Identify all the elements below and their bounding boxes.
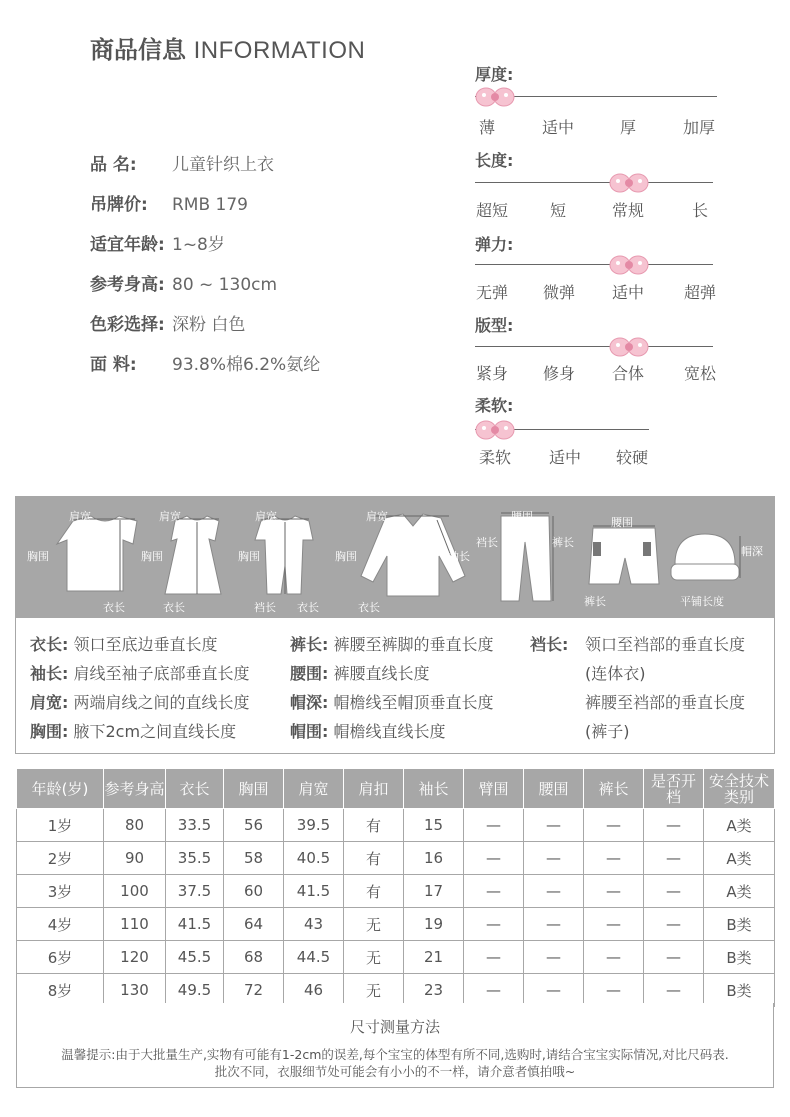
table-cell: B类 [704,974,775,1007]
size-table-header [17,769,775,809]
table-cell: — [524,842,584,875]
table-cell: A类 [704,842,775,875]
def-line: 裤腰至裆部的垂直长度 [585,693,746,712]
diagram-label-sleeve: 袖长 [448,550,470,563]
table-cell: — [584,908,644,941]
diagram-label-waist: 腰围 [511,510,533,523]
bow-marker-icon [609,170,649,196]
attr-option: 合体 [611,364,644,383]
attr-fit-label: 版型: [475,316,514,335]
table-cell: 21 [404,941,464,974]
diagram-label-crotch: 裆长 [476,536,498,549]
attr-option: 常规 [611,201,644,220]
table-cell: 64 [224,908,284,941]
def-item: 衣长: 领口至底边垂直长度 [30,635,218,654]
table-cell: 41.5 [166,908,224,941]
table-cell: 68 [224,941,284,974]
attr-elasticity-label: 弹力: [475,235,514,254]
size-table-body [17,809,775,1007]
attr-option: 短 [549,201,566,220]
def-line: (连体衣) [585,664,646,683]
table-cell: 72 [224,974,284,1007]
garment-diagrams-svg [15,496,775,618]
table-cell: B类 [704,908,775,941]
table-cell: — [644,875,704,908]
column-header: 肩宽 [284,769,344,809]
attr-option: 微弹 [542,283,575,302]
title-en: INFORMATION [193,37,366,64]
bow-marker-icon [609,252,649,278]
table-cell: 无 [344,974,404,1007]
attr-elasticity-line [475,264,713,265]
table-cell: 4岁 [17,908,104,941]
attr-option: 长 [691,201,708,220]
def-item: 袖长: 肩线至袖子底部垂直长度 [30,664,250,683]
table-cell: — [524,875,584,908]
column-header: 腰围 [524,769,584,809]
info-row-color: 色彩选择: 深粉 白色 [90,315,246,335]
attr-option: 加厚 [682,118,715,137]
table-cell: 1岁 [17,809,104,842]
table-cell: 17 [404,875,464,908]
table-cell: 8岁 [17,974,104,1007]
table-cell: 16 [404,842,464,875]
table-cell: — [584,842,644,875]
table-cell: — [644,842,704,875]
table-cell: 44.5 [284,941,344,974]
table-cell: 无 [344,941,404,974]
table-cell: 49.5 [166,974,224,1007]
column-header: 是否开档 [644,769,704,809]
table-cell: 19 [404,908,464,941]
diagram-label-chest: 胸围 [238,550,260,563]
attr-option: 薄 [478,118,495,137]
table-cell: 无 [344,908,404,941]
diagram-label-pants-length: 裤长 [552,536,574,549]
table-cell: — [584,941,644,974]
info-row-fabric: 面 料: 93.8%棉6.2%氨纶 [90,355,321,375]
table-cell: — [644,809,704,842]
def-line: 领口至裆部的垂直长度 [585,635,746,654]
size-table [16,768,775,1007]
table-cell: 100 [104,875,166,908]
table-cell: 130 [104,974,166,1007]
def-item: 腰围: 裤腰直线长度 [290,664,430,683]
attr-length-line [475,182,713,183]
table-cell: — [584,974,644,1007]
table-cell: 56 [224,809,284,842]
attr-option: 厚 [619,118,636,137]
def-item: 帽深: 帽檐线至帽顶垂直长度 [290,693,494,712]
table-cell: B类 [704,941,775,974]
attr-option: 适中 [541,118,574,137]
diagram-label-chest: 胸围 [141,550,163,563]
attr-option: 修身 [542,364,575,383]
table-cell: — [524,908,584,941]
table-cell: 43 [284,908,344,941]
table-cell: — [524,941,584,974]
diagram-label-length: 衣长 [358,601,380,614]
bow-marker-icon [609,334,649,360]
diagram-label-shoulder: 肩宽 [159,510,181,523]
table-cell: A类 [704,875,775,908]
table-row [17,875,775,908]
info-row-name: 品 名: 儿童针织上衣 [90,155,274,175]
diagram-label-hat-depth: 帽深 [741,545,763,558]
notes-line-2: 批次不同，衣服细节处可能会有小小的不一样，请介意者慎拍哦~ [214,1064,576,1079]
def-item: 肩宽: 两端肩线之间的直线长度 [30,693,250,712]
table-row [17,941,775,974]
attr-option: 适中 [548,448,581,467]
attr-option: 超短 [475,201,508,220]
attr-thickness-label: 厚度: [475,65,514,84]
attr-length-label: 长度: [475,151,514,170]
attr-option: 柔软 [478,448,511,467]
info-row-height: 参考身高: 80 ~ 130cm [90,275,278,295]
table-cell: 15 [404,809,464,842]
attr-option: 无弹 [475,283,508,302]
table-row [17,842,775,875]
def-item: 胸围: 腋下2cm之间直线长度 [30,722,237,741]
table-cell: 有 [344,842,404,875]
table-cell: 60 [224,875,284,908]
table-cell: 有 [344,809,404,842]
table-cell: 37.5 [166,875,224,908]
info-row-price: 吊牌价: RMB 179 [90,195,248,215]
diagram-label-waist: 腰围 [611,516,633,529]
table-cell: — [464,908,524,941]
table-cell: — [584,875,644,908]
diagram-label-shoulder: 肩宽 [366,510,388,523]
table-cell: 40.5 [284,842,344,875]
column-header: 肩扣 [344,769,404,809]
table-cell: 80 [104,809,166,842]
column-header: 衣长 [166,769,224,809]
column-header: 袖长 [404,769,464,809]
table-cell: — [644,974,704,1007]
diagram-label-length: 衣长 [297,601,319,614]
table-cell: 45.5 [166,941,224,974]
title-cn: 商品信息 [90,36,186,64]
diagram-label-pants-length: 裤长 [584,595,606,608]
diagram-label-chest: 胸围 [335,550,357,563]
table-cell: — [524,809,584,842]
table-cell: 23 [404,974,464,1007]
attr-fit-line [475,346,713,347]
table-row [17,908,775,941]
table-cell: — [524,974,584,1007]
table-cell: 58 [224,842,284,875]
bow-marker-icon [475,84,515,110]
table-cell: — [464,941,524,974]
table-cell: 3岁 [17,875,104,908]
table-cell: — [464,809,524,842]
diagram-label-flat-length: 平铺长度 [680,595,724,608]
table-cell: — [464,875,524,908]
table-cell: 120 [104,941,166,974]
table-cell: 46 [284,974,344,1007]
table-cell: — [644,908,704,941]
table-cell: — [464,842,524,875]
attr-option: 宽松 [683,364,716,383]
measurement-diagrams [15,496,775,618]
table-cell: A类 [704,809,775,842]
diagram-label-chest: 胸围 [27,550,49,563]
table-cell: 35.5 [166,842,224,875]
diagram-label-length: 衣长 [103,601,125,614]
table-cell: — [584,809,644,842]
column-header: 臂围 [464,769,524,809]
table-cell: 41.5 [284,875,344,908]
attr-option: 较硬 [615,448,648,467]
table-cell: 有 [344,875,404,908]
bow-marker-icon [475,417,515,443]
diagram-label-shoulder: 肩宽 [69,510,91,523]
table-cell: 2岁 [17,842,104,875]
def-item: 裤长: 裤腰至裤脚的垂直长度 [290,635,494,654]
def-term: 裆长: [530,635,569,654]
column-header: 年龄(岁) [17,769,104,809]
tshirt-diagram-icon [57,516,137,591]
column-header: 胸围 [224,769,284,809]
info-row-age: 适宜年龄: 1~8岁 [90,235,225,255]
table-cell: 110 [104,908,166,941]
def-item: 帽围: 帽檐线直线长度 [290,722,446,741]
notes-title: 尺寸测量方法 [349,1018,440,1036]
diagram-label-length: 衣长 [163,601,185,614]
page-title [90,30,365,65]
table-cell: 6岁 [17,941,104,974]
table-cell: — [464,974,524,1007]
column-header: 安全技术类别 [704,769,775,809]
table-cell: 39.5 [284,809,344,842]
table-cell: 90 [104,842,166,875]
table-cell: 33.5 [166,809,224,842]
table-row [17,974,775,1007]
diagram-label-shoulder: 肩宽 [255,510,277,523]
diagram-label-crotch: 裆长 [254,601,276,614]
attr-softness-label: 柔软: [475,396,514,415]
attr-option: 适中 [611,283,644,302]
table-row [17,809,775,842]
column-header: 参考身高 [104,769,166,809]
table-cell: — [644,941,704,974]
column-header: 裤长 [584,769,644,809]
attr-option: 超弹 [683,283,716,302]
attr-option: 紧身 [475,364,508,383]
def-line: (裤子) [585,722,630,741]
notes-line-1: 温馨提示:由于大批量生产,实物有可能有1-2cm的误差,每个宝宝的体型有所不同,选购时,请结合宝宝实际情况,对比尺码表. [61,1047,729,1062]
